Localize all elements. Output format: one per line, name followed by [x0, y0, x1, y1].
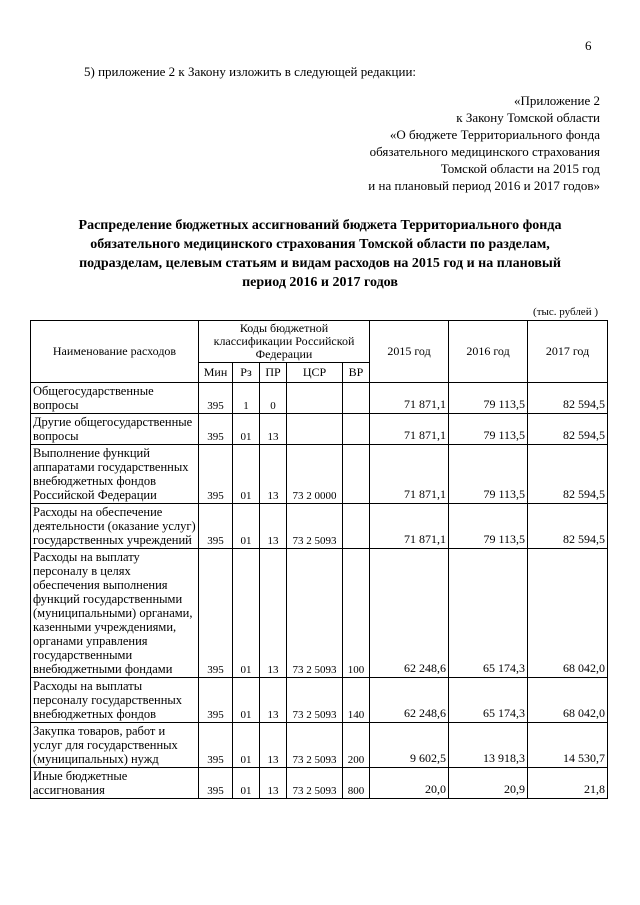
row-pr: 13	[260, 678, 287, 723]
title-line: обязательного медицинского страхования Томской области по разделам,	[90, 237, 550, 252]
header-csr: ЦСР	[287, 363, 343, 383]
row-2017: 21,8	[528, 768, 608, 799]
row-name: Закупка товаров, работ и услуг для государственных (муниципальных) нужд	[31, 723, 199, 768]
row-csr	[287, 414, 343, 445]
row-2015: 71 871,1	[370, 504, 449, 549]
row-2016: 65 174,3	[449, 678, 528, 723]
row-pr: 13	[260, 414, 287, 445]
row-2015: 62 248,6	[370, 678, 449, 723]
row-name: Расходы на обеспечение деятельности (оказание услуг) государственных учреждений	[31, 504, 199, 549]
row-rz: 01	[233, 678, 260, 723]
table-row	[31, 414, 608, 445]
title-line: подразделам, целевым статьям и видам расходов на 2015 год и на плановый	[79, 256, 561, 271]
row-name: Расходы на выплату персоналу в целях обеспечения выполнения функций государственными (муниципальными) органами, казенными учреждениями, органами управления государственными внебюджетными фондами	[31, 549, 199, 678]
row-vr	[343, 383, 370, 414]
appendix-line: «О бюджете Территориального фонда	[389, 127, 600, 142]
appendix-line: Томской области на 2015 год	[440, 161, 600, 176]
appendix-line: обязательного медицинского страхования	[369, 144, 600, 159]
row-2016: 20,9	[449, 768, 528, 799]
row-min: 395	[199, 445, 233, 504]
header-pr: ПР	[260, 363, 287, 383]
row-vr	[343, 414, 370, 445]
row-min: 395	[199, 383, 233, 414]
row-min: 395	[199, 768, 233, 799]
row-min: 395	[199, 723, 233, 768]
table-row	[31, 445, 608, 504]
unit-label: (тыс. рублей )	[533, 306, 598, 318]
row-2017: 82 594,5	[528, 414, 608, 445]
row-2015: 20,0	[370, 768, 449, 799]
table-row	[31, 723, 608, 768]
row-pr: 13	[260, 549, 287, 678]
row-csr: 73 2 5093	[287, 678, 343, 723]
row-rz: 01	[233, 414, 260, 445]
row-csr: 73 2 5093	[287, 504, 343, 549]
row-pr: 13	[260, 445, 287, 504]
header-2017: 2017 год	[528, 321, 608, 383]
row-vr: 140	[343, 678, 370, 723]
header-rz: Рз	[233, 363, 260, 383]
row-pr: 13	[260, 504, 287, 549]
page-number: 6	[585, 38, 592, 53]
row-2015: 71 871,1	[370, 383, 449, 414]
row-csr: 73 2 0000	[287, 445, 343, 504]
row-2017: 82 594,5	[528, 445, 608, 504]
title-line: период 2016 и 2017 годов	[242, 275, 398, 290]
appendix-line: и на плановый период 2016 и 2017 годов»	[368, 178, 600, 193]
header-2015: 2015 год	[370, 321, 449, 383]
row-2017: 68 042,0	[528, 549, 608, 678]
row-rz: 1	[233, 383, 260, 414]
row-2017: 82 594,5	[528, 383, 608, 414]
row-pr: 13	[260, 723, 287, 768]
row-2017: 14 530,7	[528, 723, 608, 768]
title-line: Распределение бюджетных ассигнований бюджета Территориального фонда	[78, 218, 562, 233]
row-pr: 13	[260, 768, 287, 799]
row-2016: 65 174,3	[449, 549, 528, 678]
row-name: Расходы на выплаты персоналу государственных внебюджетных фондов	[31, 678, 199, 723]
row-name: Иные бюджетные ассигнования	[31, 768, 199, 799]
header-vr: ВР	[343, 363, 370, 383]
row-vr: 800	[343, 768, 370, 799]
row-rz: 01	[233, 445, 260, 504]
row-2016: 79 113,5	[449, 445, 528, 504]
row-2015: 71 871,1	[370, 414, 449, 445]
row-name: Другие общегосударственные вопросы	[31, 414, 199, 445]
row-2016: 79 113,5	[449, 383, 528, 414]
row-2015: 71 871,1	[370, 445, 449, 504]
row-csr: 73 2 5093	[287, 549, 343, 678]
table-row	[31, 678, 608, 723]
row-2015: 9 602,5	[370, 723, 449, 768]
table-row	[31, 504, 608, 549]
row-min: 395	[199, 678, 233, 723]
header-min: Мин	[199, 363, 233, 383]
row-2017: 68 042,0	[528, 678, 608, 723]
row-2016: 13 918,3	[449, 723, 528, 768]
document-title	[40, 216, 600, 292]
row-rz: 01	[233, 504, 260, 549]
row-2015: 62 248,6	[370, 549, 449, 678]
row-vr: 200	[343, 723, 370, 768]
row-csr	[287, 383, 343, 414]
row-2017: 82 594,5	[528, 504, 608, 549]
appendix-heading	[368, 92, 600, 194]
row-name: Выполнение функций аппаратами государственных внебюджетных фондов Российской Федерации	[31, 445, 199, 504]
row-vr	[343, 504, 370, 549]
row-min: 395	[199, 549, 233, 678]
appendix-line: «Приложение 2	[513, 93, 600, 108]
table-row	[31, 383, 608, 414]
table-row	[31, 768, 608, 799]
row-rz: 01	[233, 549, 260, 678]
row-min: 395	[199, 504, 233, 549]
row-2016: 79 113,5	[449, 504, 528, 549]
row-pr: 0	[260, 383, 287, 414]
appendix-line: к Закону Томской области	[456, 110, 600, 125]
row-csr: 73 2 5093	[287, 768, 343, 799]
intro-text: 5) приложение 2 к Закону изложить в следующей редакции:	[84, 64, 417, 79]
row-min: 395	[199, 414, 233, 445]
header-2016: 2016 год	[449, 321, 528, 383]
row-rz: 01	[233, 768, 260, 799]
table-row	[31, 549, 608, 678]
header-codes: Коды бюджетной классификации Российской Федерации	[199, 321, 370, 363]
row-2016: 79 113,5	[449, 414, 528, 445]
budget-table	[30, 320, 608, 799]
row-name: Общегосударственные вопросы	[31, 383, 199, 414]
row-vr	[343, 445, 370, 504]
row-rz: 01	[233, 723, 260, 768]
row-vr: 100	[343, 549, 370, 678]
header-name: Наименование расходов	[31, 321, 199, 383]
row-csr: 73 2 5093	[287, 723, 343, 768]
